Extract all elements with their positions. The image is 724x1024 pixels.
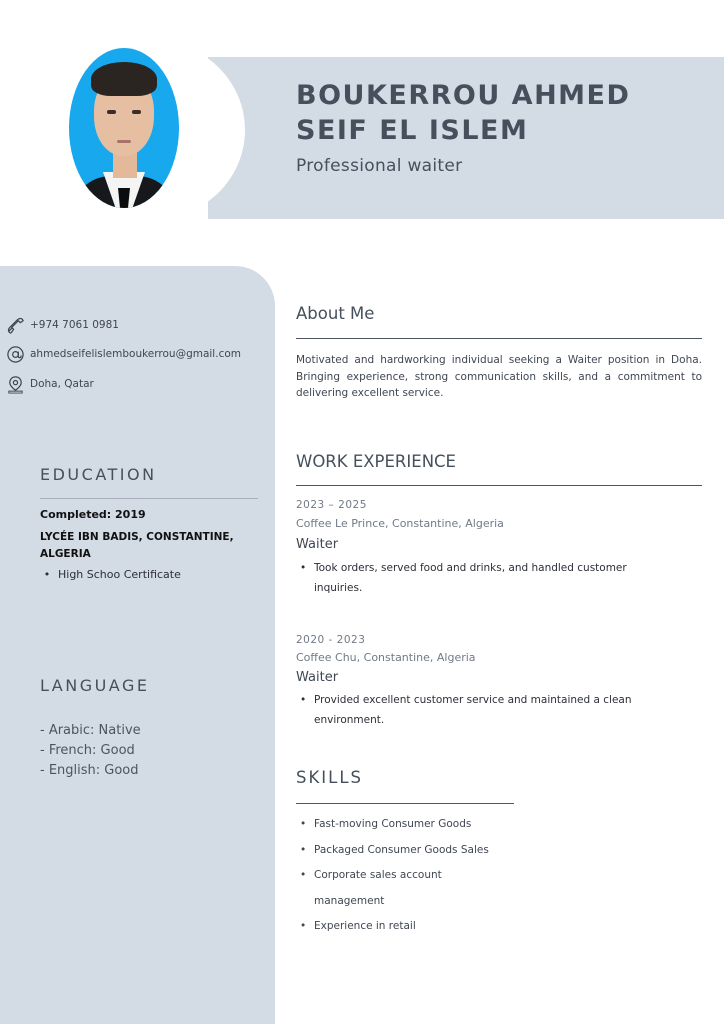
- language-heading: LANGUAGE: [40, 676, 150, 695]
- job-role: Waiter: [296, 537, 339, 552]
- education-heading: EDUCATION: [40, 465, 157, 484]
- email-text: ahmedseifelislemboukerrou@gmail.com: [30, 348, 241, 360]
- about-text: Motivated and hardworking individual seeking a Waiter position in Doha. Bringing experience, strong communication skills, and a commitment to delivering excellent service.: [296, 354, 702, 399]
- work-heading: WORK EXPERIENCE: [296, 452, 456, 471]
- language-item: - French: Good: [40, 743, 135, 758]
- education-divider: [40, 498, 258, 499]
- name-line-2: SEIF EL ISLEM: [296, 115, 529, 146]
- education-completed: Completed: 2019: [40, 508, 146, 521]
- skill-item: • Experience in retail: [300, 913, 500, 939]
- contact-location: [6, 374, 94, 394]
- language-item: - English: Good: [40, 763, 139, 778]
- job-company: Coffee Chu, Constantine, Algeria: [296, 651, 476, 664]
- location-pin-icon: [6, 375, 25, 394]
- phone-icon: [6, 316, 25, 335]
- name-line-1: BOUKERROU AHMED: [296, 80, 631, 111]
- job-title: Professional waiter: [296, 156, 463, 176]
- job-date: 2020 - 2023: [296, 634, 366, 646]
- education-certificate: • High Schoo Certificate: [40, 568, 181, 581]
- contact-email: [6, 344, 241, 364]
- skill-item: • Corporate sales account management: [300, 862, 470, 914]
- skills-divider: [296, 803, 514, 804]
- education-school: LYCÉE IBN BADIS, CONSTANTINE, ALGERIA: [40, 531, 234, 560]
- skill-text: Fast-moving Consumer Goods: [314, 818, 472, 830]
- contact-phone: [6, 315, 119, 335]
- skills-heading: SKILLS: [296, 768, 364, 787]
- job-date: 2023 – 2025: [296, 499, 367, 511]
- skill-text: Experience in retail: [314, 920, 416, 932]
- location-text: Doha, Qatar: [30, 378, 94, 390]
- phone-text: +974 7061 0981: [30, 319, 119, 331]
- skill-text: Corporate sales account management: [314, 869, 442, 907]
- job-description: • Took orders, served food and drinks, and handled customer inquiries.: [300, 558, 670, 598]
- about-divider: [296, 338, 702, 339]
- skill-item: • Fast-moving Consumer Goods: [300, 811, 500, 837]
- job-description: • Provided excellent customer service and maintained a clean environment.: [300, 690, 670, 730]
- language-item: - Arabic: Native: [40, 723, 141, 738]
- about-heading: About Me: [296, 304, 375, 323]
- job-role: Waiter: [296, 670, 339, 685]
- job-company: Coffee Le Prince, Constantine, Algeria: [296, 517, 504, 530]
- skill-item: • Packaged Consumer Goods Sales: [300, 837, 500, 863]
- job-description-text: Took orders, served food and drinks, and handled customer inquiries.: [314, 562, 627, 594]
- work-divider: [296, 485, 702, 486]
- profile-photo: [69, 48, 179, 208]
- candidate-name: [296, 78, 716, 148]
- job-description-text: Provided excellent customer service and maintained a clean environment.: [314, 694, 632, 726]
- skill-text: Packaged Consumer Goods Sales: [314, 844, 489, 856]
- email-at-icon: [6, 345, 25, 364]
